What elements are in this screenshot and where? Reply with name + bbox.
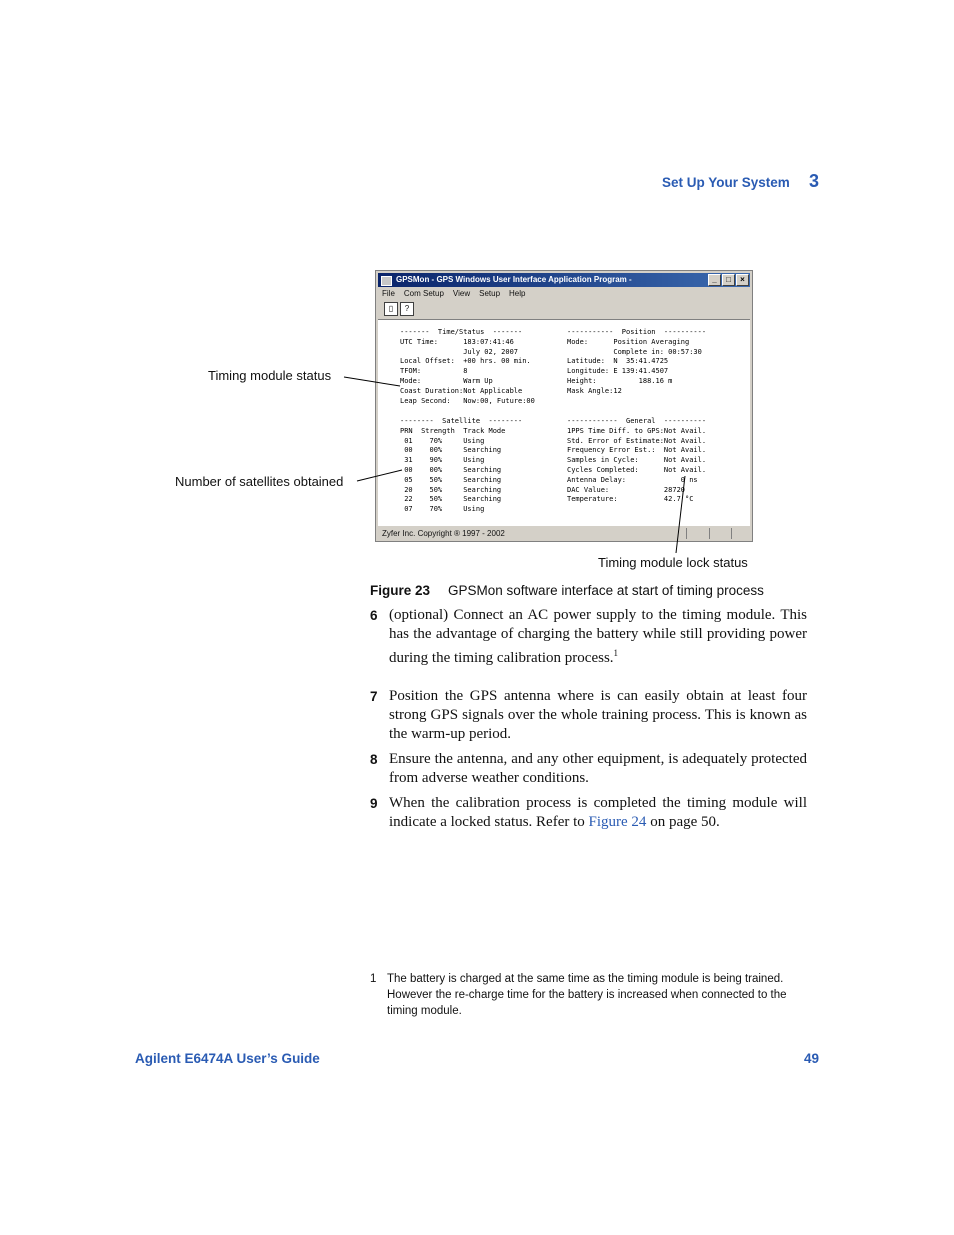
step-text: on page 50. [646,814,720,830]
step-7 [370,687,810,747]
minimize-icon[interactable]: _ [708,274,721,286]
satellite-line: PRN Strength Track Mode [400,426,506,435]
figure-24-link[interactable]: Figure 24 [588,814,647,830]
menu-com-setup[interactable]: Com Setup [403,289,444,298]
footnote-ref[interactable]: 1 [613,648,619,658]
maximize-icon[interactable]: □ [722,274,735,286]
time-status-line: Local Offset: +00 hrs. 00 min. [400,357,531,366]
general-line: Antenna Delay: 0 ns [567,475,698,484]
step-text: Position the GPS antenna where is can easily obtain at least four strong GPS signals over the whole training process. This is known as the warm-up period. [389,688,807,742]
close-icon[interactable]: × [736,274,749,286]
time-status-line: Coast Duration:Not Applicable [400,386,523,395]
callout-timing-module-status: Timing module status [208,368,332,383]
footer-guide-title: Agilent E6474A User’s Guide [135,1051,320,1066]
position-line: Complete in: 00:57:30 [567,347,702,356]
general-line: Frequency Error Est.: Not Avail. [567,446,707,455]
chapter-number: 3 [809,171,820,191]
step-6 [370,606,810,684]
general-line: Samples in Cycle: Not Avail. [567,456,707,465]
satellite-line: -------- Satellite -------- [400,417,523,425]
satellite-line: 05 50% Searching [400,475,502,484]
window-statusbar: Zyfer Inc. Copyright ® 1997 - 2002 [382,529,505,538]
page-number: 49 [804,1051,820,1066]
satellite-line: 00 00% Searching [400,446,502,455]
step-text: Ensure the antenna, and any other equipment, is adequately protected from adverse weather conditions. [389,751,807,786]
general-line: Temperature: 42.7 °C [567,495,694,504]
step-9 [370,794,810,854]
general-line: ------------ General ---------- [567,417,707,425]
satellite-line: 07 70% Using [400,505,485,514]
satellite-line: 01 70% Using [400,436,485,445]
position-line: Height: 188.16 m [567,376,673,385]
menu-view[interactable]: View [452,289,471,298]
step-number: 9 [370,796,378,811]
help-icon[interactable]: ? [400,302,414,316]
satellite-line: 20 50% Searching [400,485,502,494]
position-line: Mode: Position Averaging [567,337,690,346]
step-text: When the calibration process is completed the timing module will indicate a locked status. Refer to [389,795,807,830]
general-line: Std. Error of Estimate:Not Avail. [567,436,707,445]
position-line: Longitude: E 139:41.4507 [567,367,669,376]
time-status-line: Leap Second: Now:00, Future:00 [400,396,535,405]
step-number: 8 [370,752,378,767]
footnote-number: 1 [370,973,377,985]
general-line: Cycles Completed: Not Avail. [567,465,707,474]
position-line: ----------- Position ---------- [567,328,707,336]
satellite-line: 00 00% Searching [400,465,502,474]
general-line: 1PPS Time Diff. to GPS:Not Avail. [567,426,707,435]
position-line: Latitude: N 35:41.4725 [567,357,669,366]
figure-number: Figure 23 [370,583,431,598]
step-8 [370,750,810,790]
menu-help[interactable]: Help [509,289,526,298]
general-line: DAC Value: 28720 [567,485,686,494]
footnote-text: The battery is charged at the same time as the timing module is being trained. However the re-charge time for the battery is increased when connected to the timing module. [387,973,787,1017]
time-status-line: July 02, 2007 [400,347,519,356]
time-status-line: UTC Time: 183:07:41:46 [400,337,514,346]
step-number: 7 [370,689,378,704]
menu-file[interactable]: File [382,289,395,298]
callout-satellites-obtained: Number of satellites obtained [175,474,344,489]
window-title: GPSMon - GPS Windows User Interface Application Program - [396,275,632,284]
time-status-line: TFOM: 8 [400,367,468,376]
footnote [370,971,820,1021]
figure-caption-text: GPSMon software interface at start of timing process [448,583,764,598]
running-header-title: Set Up Your System [662,175,790,190]
callout-lock-status: Timing module lock status [598,555,748,570]
step-number: 6 [370,608,378,623]
position-line: Mask Angle:12 [567,386,622,395]
time-status-line: ------- Time/Status ------- [400,328,523,336]
figure-caption [370,583,764,598]
step-text: (optional) Connect an AC power supply to the timing module. This has the advantage of charging the battery while still providing power during the timing calibration process. [389,607,807,666]
satellite-line: 31 90% Using [400,456,485,465]
satellite-line: 22 50% Searching [400,495,502,504]
new-document-icon[interactable]: ▯ [384,302,398,316]
time-status-line: Mode: Warm Up [400,376,493,385]
menu-setup[interactable]: Setup [479,289,501,298]
